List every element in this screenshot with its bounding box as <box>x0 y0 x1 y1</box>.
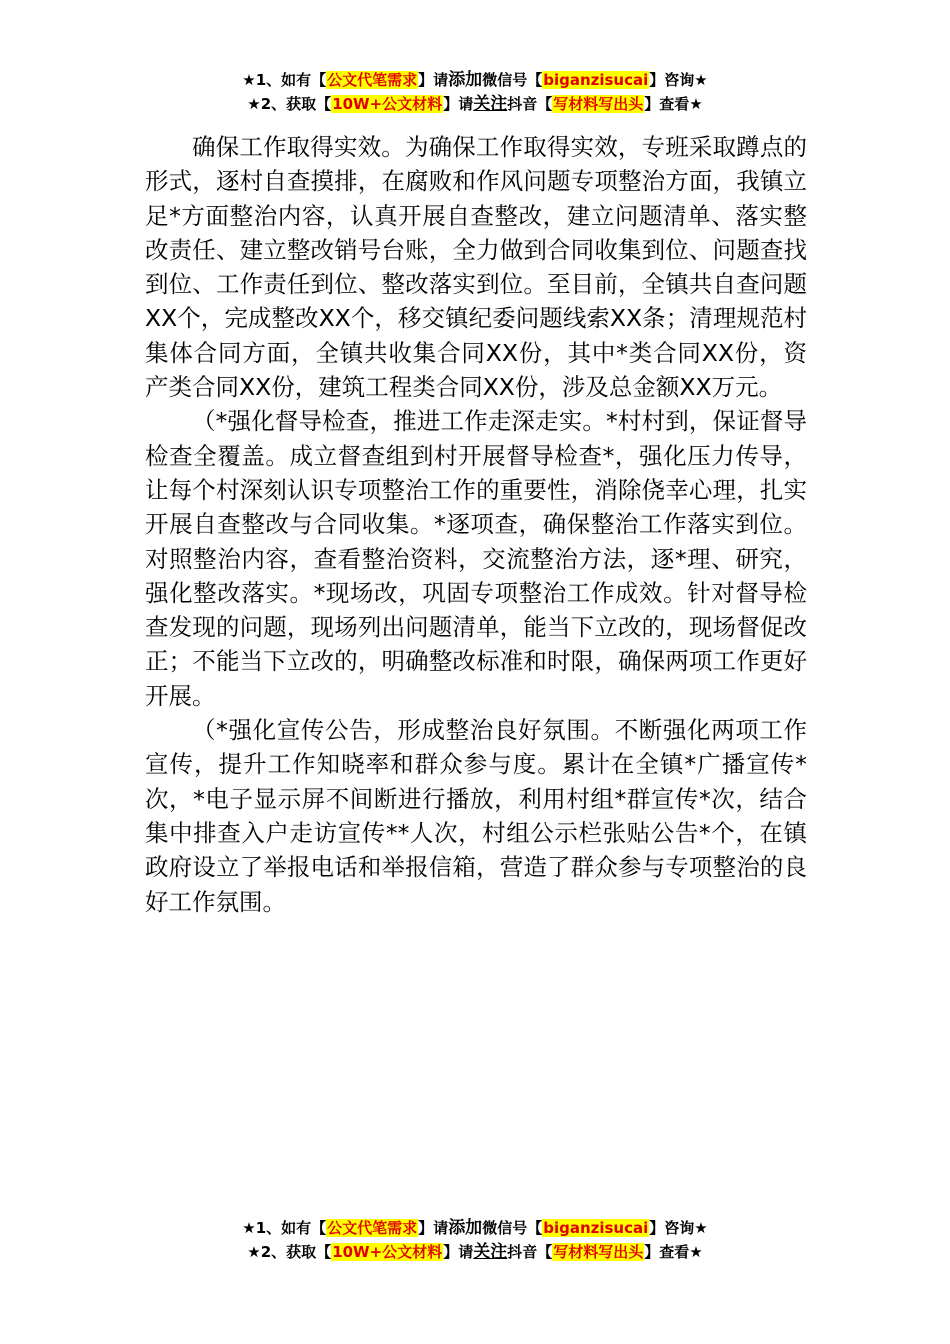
banner-text: 】请 <box>418 1219 449 1237</box>
highlight-service: 公文代笔需求 <box>327 71 418 89</box>
top-banner <box>0 68 950 116</box>
paragraph: 确保工作取得实效。为确保工作取得实效，专班采取蹲点的形式，逐村自查摸排，在腐败和作风问题专项整治方面，我镇立足*方面整治内容，认真开展自查整改，建立问题清单、落实整改责任、建立整改销号台账，全力做到合同收集到位、问题查找到位、工作责任到位、整改落实到位。至目前，全镇共自查问题XX个，完成整改XX个，移交镇纪委问题线索XX条；清理规范村集体合同方面，全镇共收集合同XX份，其中*类合同XX份，资产类合同XX份，建筑工程类合同XX份，涉及总金额XX万元。 <box>145 133 807 402</box>
highlight-materials: 10W+公文材料 <box>332 95 443 113</box>
banner-line-1 <box>0 1216 950 1240</box>
banner-emphasis: 添加 <box>448 1218 483 1238</box>
bottom-banner <box>0 1216 950 1264</box>
banner-text: 】咨询★ <box>649 1219 708 1237</box>
banner-text: 微信号【 <box>482 71 543 89</box>
banner-text: 】请 <box>443 95 474 113</box>
banner-text: 】查看★ <box>644 95 703 113</box>
highlight-wechat-id: biganzisucai <box>543 1219 649 1237</box>
highlight-douyin-account: 写材料写出头 <box>553 95 644 113</box>
banner-emphasis: 添加 <box>448 70 483 90</box>
banner-line-2 <box>0 1240 950 1264</box>
banner-line-1 <box>0 68 950 92</box>
document-body <box>145 130 807 919</box>
banner-text: ★2、获取【 <box>247 1243 332 1261</box>
banner-text: 】请 <box>443 1243 474 1261</box>
banner-text: 】查看★ <box>644 1243 703 1261</box>
highlight-douyin-account: 写材料写出头 <box>553 1243 644 1261</box>
banner-text: ★2、获取【 <box>247 95 332 113</box>
highlight-service: 公文代笔需求 <box>327 1219 418 1237</box>
paragraph: （*强化宣传公告，形成整治良好氛围。不断强化两项工作宣传，提升工作知晓率和群众参与度。累计在全镇*广播宣传*次，*电子显示屏不间断进行播放，利用村组*群宣传*次，结合集中排查入户走访宣传**人次，村组公示栏张贴公告*个，在镇政府设立了举报电话和举报信箱，营造了群众参与专项整治的良好工作氛围。 <box>145 716 807 916</box>
paragraph: （*强化督导检查，推进工作走深走实。*村村到，保证督导检查全覆盖。成立督查组到村开展督导检查*，强化压力传导，让每个村深刻认识专项整治工作的重要性，消除侥幸心理，扎实开展自查整改与合同收集。*逐项查，确保整治工作落实到位。对照整治内容，查看整治资料，交流整治方法，逐*理、研究，强化整改落实。*现场改，巩固专项整治工作成效。针对督导检查发现的问题，现场列出问题清单，能当下立改的，现场督促改正；不能当下立改的，明确整改标准和时限，确保两项工作更好开展。 <box>145 407 807 710</box>
banner-emphasis: 关注 <box>473 94 508 114</box>
banner-text: 】请 <box>418 71 449 89</box>
banner-text: 微信号【 <box>482 1219 543 1237</box>
banner-text: 抖音【 <box>507 95 553 113</box>
highlight-wechat-id: biganzisucai <box>543 71 649 89</box>
banner-line-2 <box>0 92 950 116</box>
banner-emphasis: 关注 <box>473 1242 508 1262</box>
banner-text: ★1、如有【 <box>242 1219 327 1237</box>
banner-text: 抖音【 <box>507 1243 553 1261</box>
banner-text: ★1、如有【 <box>242 71 327 89</box>
highlight-materials: 10W+公文材料 <box>332 1243 443 1261</box>
banner-text: 】咨询★ <box>649 71 708 89</box>
